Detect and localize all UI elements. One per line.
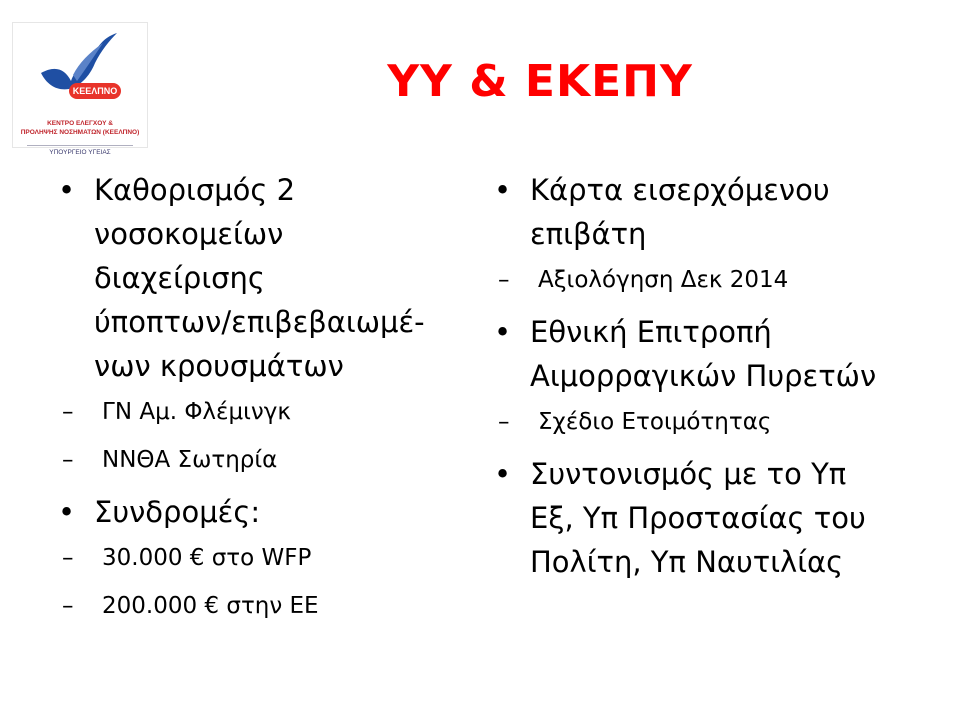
logo-org-line-1: ΚΕΝΤΡΟ ΕΛΕΓΧΟΥ & [47,120,113,127]
bullet-text-line: νοσοκομείων [94,217,284,251]
sub-item: – Σχέδιο Ετοιμότητας [492,398,932,446]
sub-list [56,534,476,630]
bullet-item [492,310,932,398]
logo-org-name [17,119,143,137]
bullet-item [492,452,932,584]
bullet-text-line: ύποπτων/επιβεβαιωμέ- [94,305,425,339]
sub-item: – 30.000 € στο WFP [56,534,476,582]
slide-title: ΥΥ & ΕΚΕΠΥ [387,56,693,107]
bullet-text-line: Αιμορραγικών Πυρετών [530,359,877,393]
bullet-text-line: Εξ, Υπ Προστασίας του [530,501,866,535]
right-column [492,168,932,588]
bullet-text-line: νων κρουσμάτων [94,349,344,383]
keelpno-logo [12,22,148,156]
bullet-item [56,168,476,388]
left-column [56,168,476,636]
sub-item: – ΓΝ Αμ. Φλέμινγκ [56,388,476,436]
bullet-item [492,168,932,256]
bullet-text-line: διαχείρισης [94,261,265,295]
bullet-text-line: επιβάτη [530,217,647,251]
logo-org-line-2: ΠΡΟΛΗΨΗΣ ΝΟΣΗΜΑΤΩΝ (ΚΕΕΛΠΝΟ) [20,129,140,136]
sub-item: – 200.000 € στην ΕΕ [56,582,476,630]
sub-list [492,256,932,304]
bullet-text-line: Πολίτη, Υπ Ναυτιλίας [530,545,844,579]
sub-item: – ΝΝΘΑ Σωτηρία [56,436,476,484]
sub-item: – Αξιολόγηση Δεκ 2014 [492,256,932,304]
sub-list [492,398,932,446]
spacer [492,584,932,588]
sub-list [56,388,476,484]
bullet-text-line: • Εθνική Επιτροπή [530,315,772,349]
logo-badge: ΚΕΕΛΠΝΟ [69,83,121,99]
bullet-text-line: • Συντονισμός με το Υπ [530,457,847,491]
bullet-item [56,490,476,534]
logo-divider [27,145,133,146]
logo-ministry: ΥΠΟΥΡΓΕΙΟ ΥΓΕΙΑΣ [49,149,111,156]
bullet-text-line: • Συνδρομές: [94,495,261,529]
bullet-text-line: • Κάρτα εισερχόμενου [530,173,830,207]
bullet-text-line: • Καθορισμός 2 [94,173,296,207]
